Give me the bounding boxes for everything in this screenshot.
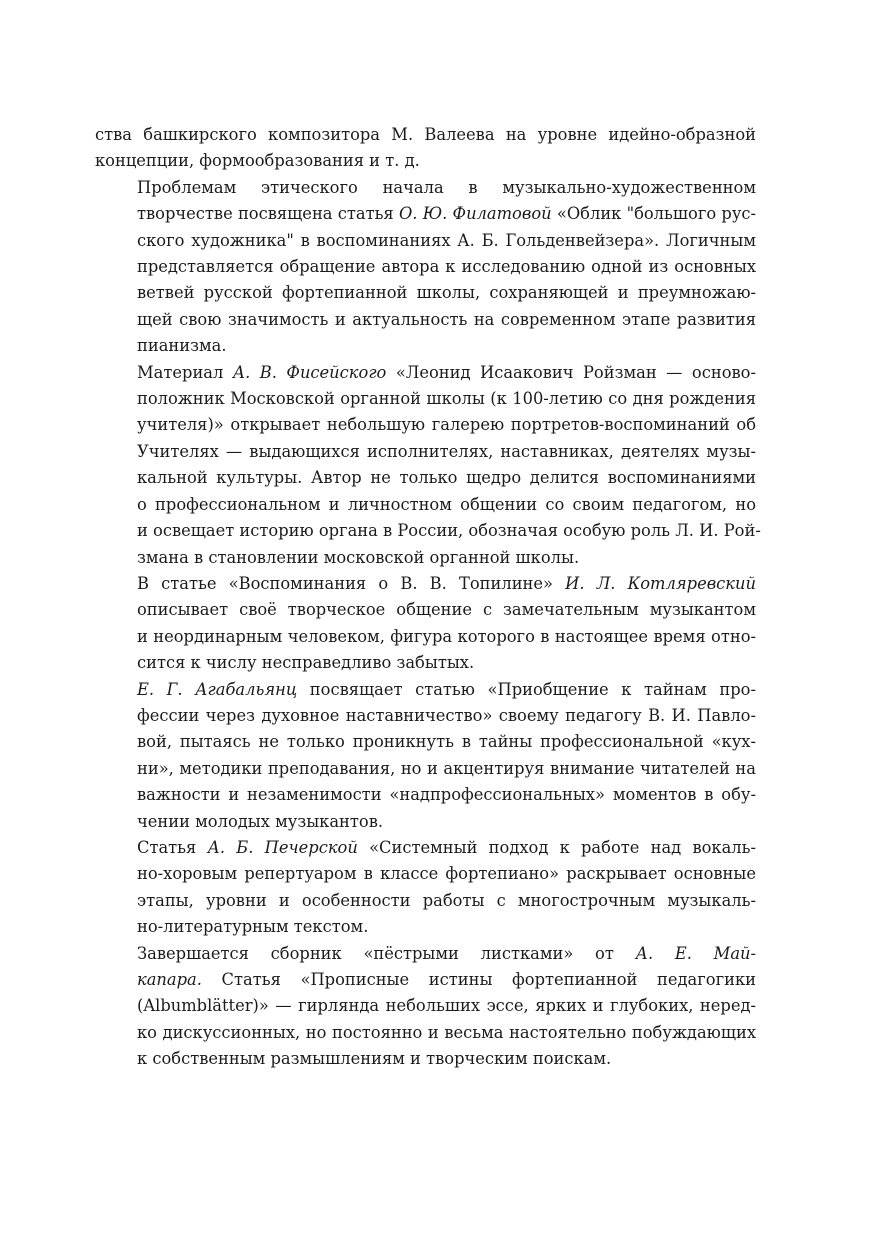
text-run: ства башкирского композитора М. Валеева на уровне идейно-образной — [95, 125, 756, 144]
text-line — [95, 650, 756, 676]
text-run: «Облик "большого рус- — [551, 204, 757, 224]
text-run: важности и незаменимости «надпрофессиональных» моментов в обу- — [137, 785, 756, 805]
paragraph — [95, 835, 756, 941]
text-line — [95, 677, 756, 703]
author-name: Е. Г. Агабальянц — [137, 679, 298, 699]
text-run: змана в становлении московской органной школы. — [137, 547, 580, 567]
text-run: (Albumblätter)» — гирлянда небольших эссе, ярких и глубоких, неред- — [137, 996, 756, 1016]
text-run: концепции, формообразования и т. д. — [95, 151, 420, 171]
author-name: А. Б. Печерской — [207, 837, 358, 857]
text-line — [95, 756, 756, 782]
text-run: сится к числу несправедливо забытых. — [137, 653, 475, 673]
author-name: капара. — [137, 970, 202, 989]
text-run: Статья «Прописные истины фортепианной педагогики — [201, 970, 756, 989]
text-line — [95, 729, 756, 755]
text-run: представляется обращение автора к исследованию одной из основных — [137, 257, 756, 277]
text-line — [95, 518, 761, 544]
text-run: творчестве посвящена статья — [137, 204, 399, 224]
paragraph — [95, 360, 761, 571]
text-run: Статья — [137, 837, 208, 857]
text-run: ни», методики преподавания, но и акцентируя внимание читателей на — [137, 758, 756, 778]
text-line — [95, 228, 756, 254]
text-line — [95, 888, 756, 914]
text-run: посвящает статью «Приобщение к тайнам про- — [297, 679, 756, 699]
text-line — [95, 122, 756, 148]
paragraph — [95, 122, 756, 175]
text-line — [95, 386, 756, 412]
text-line — [95, 148, 756, 174]
author-name: О. Ю. Филатовой — [398, 204, 552, 224]
text-line — [95, 254, 756, 280]
text-line — [95, 280, 756, 306]
text-run: фессии через духовное наставничество» своему педагогу В. И. Павло- — [137, 705, 756, 725]
text-run: Материал — [137, 362, 233, 382]
text-line — [95, 597, 756, 623]
document-page — [95, 122, 761, 1073]
text-run: «Системный подход к работе над вокаль- — [357, 837, 756, 857]
text-run: «Леонид Исаакович Ройзман — осново- — [386, 362, 756, 382]
text-line — [95, 465, 756, 491]
text-line — [95, 703, 756, 729]
text-line — [95, 571, 756, 597]
text-line — [95, 175, 756, 201]
author-name: И. Л. Котляревский — [565, 573, 756, 593]
text-run: ко дискуссионных, но постоянно и весьма настоятельно побуждающих — [137, 1022, 756, 1042]
text-run: и неординарным человеком, фигура которого в настоящее время отно- — [137, 626, 756, 646]
text-run: учителя)» открывает небольшую галерею портретов-воспоминаний об — [137, 415, 756, 435]
paragraph — [95, 175, 756, 360]
text-line — [95, 809, 756, 835]
text-line — [95, 545, 756, 571]
text-run: ветвей русской фортепианной школы, сохраняющей и преумножаю- — [137, 283, 756, 303]
text-line — [95, 360, 756, 386]
text-run: чении молодых музыкантов. — [137, 811, 384, 831]
text-run: к собственным размышлениям и творческим поискам. — [137, 1049, 612, 1069]
text-run: о профессиональном и личностном общении со своим педагогом, но — [137, 494, 756, 514]
text-line — [95, 1046, 756, 1072]
text-line — [95, 1020, 756, 1046]
text-run: В статье «Воспоминания о В. В. Топилине» — [137, 573, 566, 593]
text-line — [95, 492, 756, 518]
text-line — [95, 861, 756, 887]
text-line — [95, 412, 756, 438]
text-line — [95, 624, 756, 650]
text-run: пианизма. — [137, 336, 227, 356]
text-line — [95, 941, 756, 967]
text-line — [95, 307, 756, 333]
paragraph — [95, 571, 756, 677]
text-run: но-хоровым репертуаром в классе фортепиано» раскрывает основные — [137, 864, 756, 884]
text-run: и освещает историю органа в России, обозначая особую роль Л. И. Рой- — [137, 521, 761, 541]
text-run: ского художника" в воспоминаниях А. Б. Гольденвейзера». Логичным — [137, 230, 756, 250]
paragraph — [95, 677, 756, 835]
text-run: описывает своё творческое общение с замечательным музыкантом — [137, 600, 756, 620]
text-line — [95, 201, 756, 227]
text-run: щей свою значимость и актуальность на современном этапе развития — [137, 309, 756, 329]
text-run: положник Московской органной школы (к 100-летию со дня рождения — [137, 389, 756, 409]
text-line — [95, 993, 756, 1019]
text-run: Завершается сборник «пёстрыми листками» от — [137, 943, 636, 963]
text-line — [95, 967, 756, 993]
text-run: этапы, уровни и особенности работы с многострочным музыкаль- — [137, 890, 756, 910]
text-line — [95, 333, 756, 359]
text-line — [95, 914, 756, 940]
text-run: вой, пытаясь не только проникнуть в тайны профессиональной «кух- — [137, 732, 756, 752]
text-line — [95, 782, 756, 808]
author-name: А. В. Фисейского — [232, 362, 387, 382]
paragraph — [95, 941, 756, 1073]
text-run: Учителях — выдающихся исполнителях, наставниках, деятелях музы- — [137, 441, 756, 461]
text-run: кальной культуры. Автор не только щедро делится воспоминаниями — [137, 468, 756, 488]
author-name: А. Е. Май- — [635, 943, 757, 963]
text-run: Проблемам этического начала в музыкально-художественном — [137, 177, 756, 197]
text-run: но-литературным текстом. — [137, 917, 369, 937]
text-line — [95, 835, 756, 861]
text-line — [95, 439, 756, 465]
